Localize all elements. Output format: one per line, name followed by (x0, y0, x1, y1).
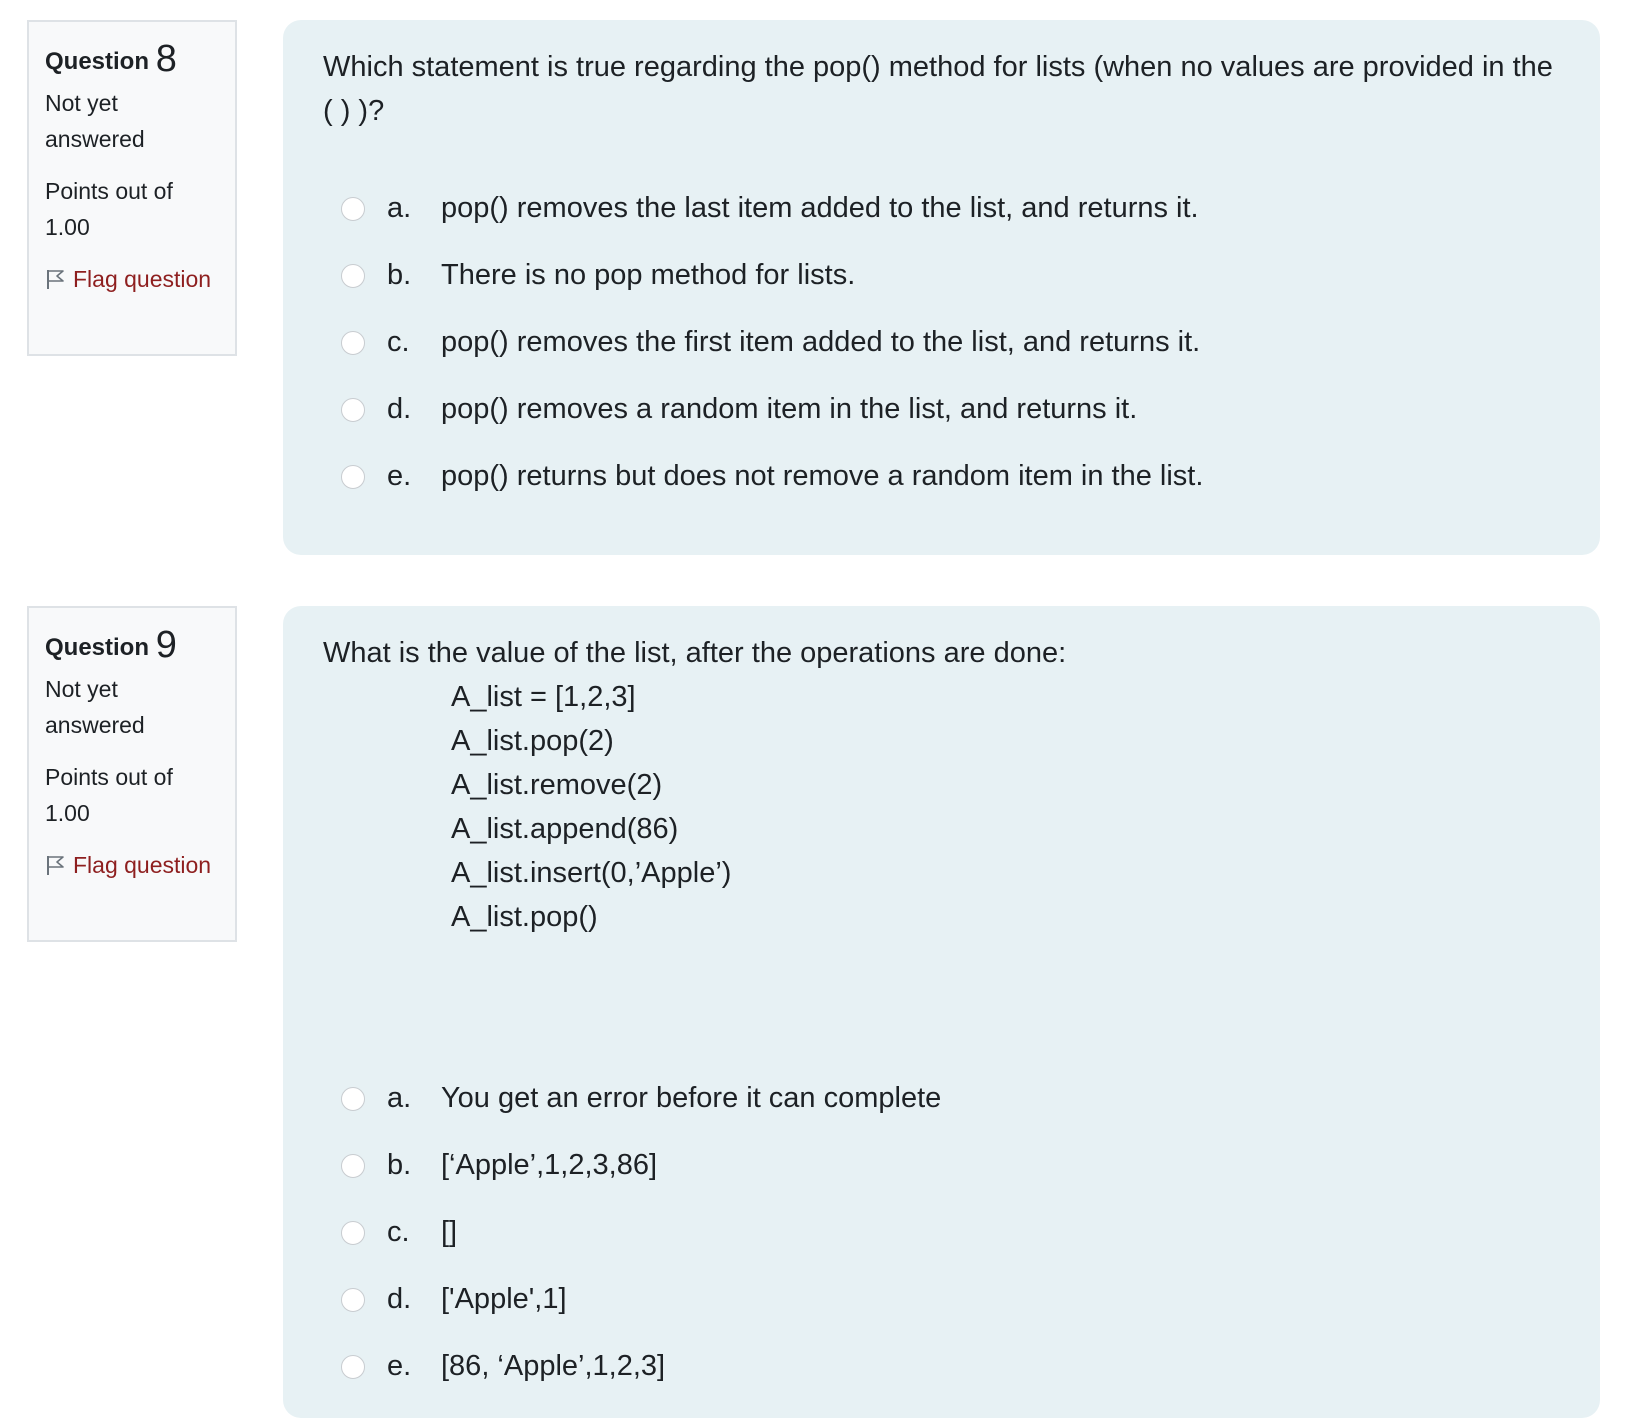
answer-option-c[interactable] (323, 309, 1560, 376)
option-label: pop() removes the last item added to the list, and returns it. (441, 192, 1199, 224)
answer-options (323, 1065, 1560, 1400)
question-info-panel (27, 20, 237, 356)
option-label: pop() removes the first item added to the list, and returns it. (441, 326, 1201, 358)
answer-options (323, 175, 1560, 510)
answer-option-a[interactable] (323, 175, 1560, 242)
question-content (283, 20, 1600, 555)
option-letter: c. (387, 1216, 410, 1248)
answer-option-c[interactable] (323, 1199, 1560, 1266)
radio-button[interactable] (341, 465, 365, 489)
answer-option-e[interactable] (323, 443, 1560, 510)
option-label: pop() returns but does not remove a random item in the list. (441, 460, 1204, 492)
answer-option-b[interactable] (323, 242, 1560, 309)
radio-button[interactable] (341, 1221, 365, 1245)
option-label: You get an error before it can complete (441, 1082, 942, 1114)
radio-button[interactable] (341, 1154, 365, 1178)
option-label: [‘Apple’,1,2,3,86] (441, 1149, 658, 1181)
radio-button[interactable] (341, 398, 365, 422)
answer-option-e[interactable] (323, 1333, 1560, 1400)
option-label: [86, ‘Apple’,1,2,3] (441, 1350, 666, 1382)
code-line: A_list.pop(2) (451, 725, 614, 757)
option-label: There is no pop method for lists. (441, 259, 856, 291)
flag-question-label: Flag question (73, 266, 212, 292)
option-letter: b. (387, 1149, 412, 1181)
code-line: A_list.pop() (451, 901, 598, 933)
code-line: A_list.insert(0,’Apple’) (451, 857, 732, 889)
radio-button[interactable] (341, 197, 365, 221)
flag-question-link[interactable] (45, 847, 219, 883)
question-label: Question (45, 634, 150, 661)
question-content (283, 606, 1600, 1418)
option-letter: e. (387, 1350, 412, 1382)
question-text: What is the value of the list, after the operations are done: (323, 637, 1067, 669)
code-block (323, 675, 1560, 939)
question-state: Not yet answered (45, 676, 145, 738)
option-letter: b. (387, 259, 412, 291)
option-letter: d. (387, 1283, 412, 1315)
flag-question-label: Flag question (73, 852, 212, 878)
question-state: Not yet answered (45, 90, 145, 152)
flag-icon (45, 268, 67, 290)
code-line: A_list.append(86) (451, 813, 679, 845)
question-grade: Points out of 1.00 (45, 178, 173, 240)
answer-option-a[interactable] (323, 1065, 1560, 1132)
question-number (45, 624, 219, 667)
question-number (45, 38, 219, 81)
radio-button[interactable] (341, 1288, 365, 1312)
flag-icon (45, 854, 67, 876)
option-letter: c. (387, 326, 410, 358)
answer-option-d[interactable] (323, 1266, 1560, 1333)
question-grade: Points out of 1.00 (45, 764, 173, 826)
question-text: Which statement is true regarding the pop() method for lists (when no values are provided in the ( ) )? (323, 51, 1553, 127)
question-number-value: 8 (155, 38, 177, 80)
radio-button[interactable] (341, 331, 365, 355)
option-letter: a. (387, 1082, 412, 1114)
radio-button[interactable] (341, 1087, 365, 1111)
option-letter: d. (387, 393, 412, 425)
radio-button[interactable] (341, 264, 365, 288)
flag-question-link[interactable] (45, 261, 219, 297)
option-label: ['Apple',1] (441, 1283, 567, 1315)
question-number-value: 9 (155, 624, 177, 666)
code-line: A_list = [1,2,3] (451, 681, 636, 713)
answer-option-b[interactable] (323, 1132, 1560, 1199)
option-label: [] (441, 1216, 458, 1248)
question-info-panel (27, 606, 237, 942)
option-letter: a. (387, 192, 412, 224)
question-label: Question (45, 48, 150, 75)
option-label: pop() removes a random item in the list, and returns it. (441, 393, 1138, 425)
code-line: A_list.remove(2) (451, 769, 663, 801)
radio-button[interactable] (341, 1355, 365, 1379)
answer-option-d[interactable] (323, 376, 1560, 443)
option-letter: e. (387, 460, 412, 492)
